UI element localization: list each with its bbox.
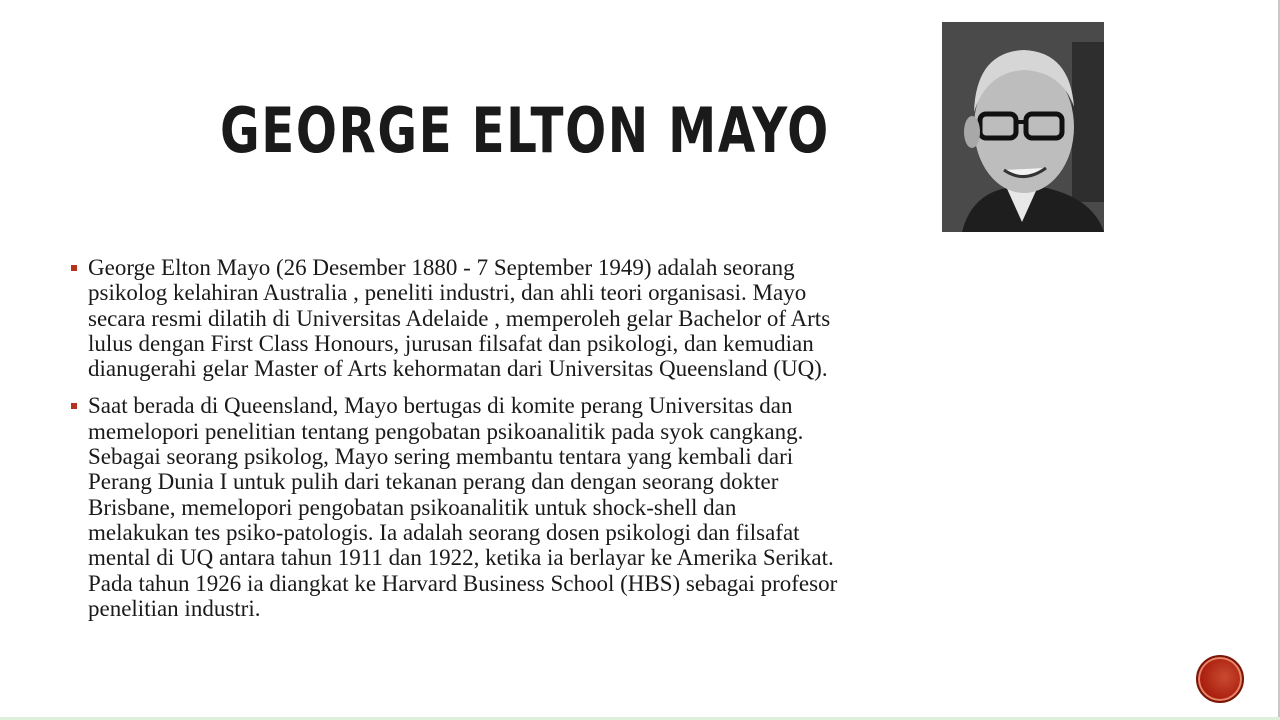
bullet-marker-icon — [71, 265, 77, 271]
slide-title: GEORGE ELTON MAYO — [220, 94, 830, 167]
text-line: dianugerahi gelar Master of Arts kehormatan dari Universitas Queensland (UQ). — [88, 356, 828, 382]
portrait-photo — [942, 22, 1104, 232]
text-line: psikolog kelahiran Australia , peneliti industri, dan ahli teori organisasi. Mayo — [88, 280, 807, 306]
bullet-item-career — [88, 393, 1088, 621]
text-line: mental di UQ antara tahun 1911 dan 1922, ketika ia berlayar ke Amerika Serikat. — [88, 545, 834, 571]
text-line: Perang Dunia I untuk pulih dari tekanan perang dan dengan seorang dokter — [88, 469, 779, 495]
text-line: Saat berada di Queensland, Mayo bertugas di komite perang Universitas dan — [88, 393, 793, 419]
text-line: penelitian industri. — [88, 595, 261, 621]
text-line: lulus dengan First Class Honours, jurusan filsafat dan psikologi, dan kemudian — [88, 330, 814, 356]
text-line: memelopori penelitian tentang pengobatan psikoanalitik pada syok cangkang. — [88, 418, 804, 444]
text-line: secara resmi dilatih di Universitas Adelaide , memperoleh gelar Bachelor of Arts — [88, 305, 831, 331]
bullet-item-biography — [88, 255, 1088, 381]
text-line: George Elton Mayo (26 Desember 1880 - 7 September 1949) adalah seorang — [88, 255, 795, 280]
bullet-marker-icon — [71, 403, 77, 409]
slide-nav-button[interactable] — [1196, 655, 1244, 703]
text-line: Pada tahun 1926 ia diangkat ke Harvard Business School (HBS) sebagai profesor — [88, 570, 838, 596]
text-line: melakukan tes psiko-patologis. Ia adalah seorang dosen psikologi dan filsafat — [88, 519, 800, 545]
bullet-list — [88, 255, 1088, 633]
text-line: Sebagai seorang psikolog, Mayo sering membantu tentara yang kembali dari — [88, 444, 794, 470]
text-line: Brisbane, memelopori pengobatan psikoanalitik untuk shock-shell dan — [88, 494, 737, 520]
